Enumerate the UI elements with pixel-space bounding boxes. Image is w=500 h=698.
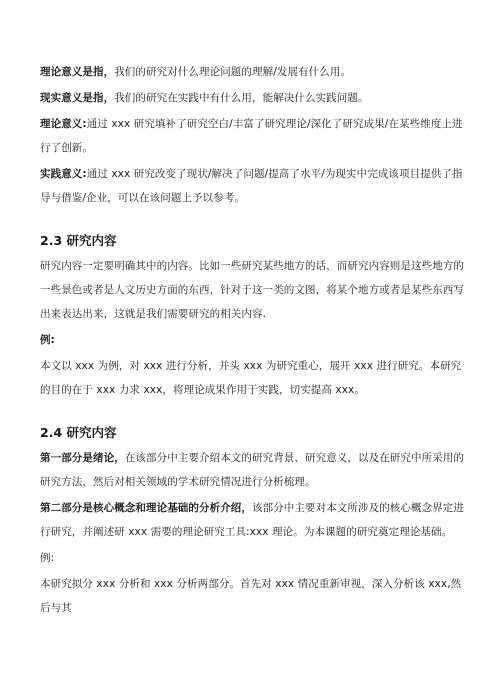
theory-meaning-example-label: 理论意义: [40,118,87,130]
section-2-4-example-paragraph: 本研究拟分 xxx 分析和 xxx 分析两部分。首先对 xxx 情况重新审视，深入分析该 xxx,然后与其 [40,578,462,614]
theory-meaning-example-text: 通过 xxx 研究填补了研究空白/丰富了研究理论/深化了研究成果/在某些维度上进行了创新。 [40,118,463,154]
part-two-paragraph [40,496,470,544]
part-two-text: 该部分中主要对本文所涉及的核心概念界定进行研究，并阐述研 xxx 需要的理论研究工具:xxx 理论。为本课题的研究奠定理论基础。 [40,502,464,538]
practical-meaning-example-label: 实践意义: [40,168,87,180]
practical-meaning-definition [40,86,470,110]
practical-meaning-example [40,162,470,210]
part-two-label: 第二部分是核心概念和理论基础的分析介绍， [40,502,252,514]
section-2-3-example-label [40,328,470,352]
part-one-label: 第一部分是绪论， [40,452,125,464]
theory-meaning-text: 我们的研究对什么理论问题的理解/发展有什么用。 [114,66,352,78]
part-one-text: 在该部分中主要介绍本文的研究背景、研究意义，以及在研究中所采用的研究方法，然后对相关领域的学术研究情况进行分析梳理。 [40,452,465,488]
section-2-3-heading: 2.3 研究内容 [40,233,117,248]
theory-meaning-label: 理论意义是指， [40,66,115,78]
document-page [40,60,470,620]
part-one-paragraph [40,446,470,494]
theory-meaning-definition [40,60,470,84]
section-2-3-paragraph: 研究内容一定要明确其中的内容。比如一些研究某些地方的话，而研究内容则是这些地方的一些景色或者是人文历史方面的东西，针对于这一类的文图，将某个地方或者是某些东西写出来表达出来，这就是我们需要研究的相关内容. [40,260,464,320]
example-label: 例: [40,334,55,346]
practical-meaning-example-text: 通过 xxx 研究改变了现状/解决了问题/提高了水平/为现实中完成该项目提供了指导与借鉴/企业，可以在该问题上予以参考。 [40,168,463,204]
section-2-4-heading: 2.4 研究内容 [40,425,117,440]
section-2-3-example-paragraph: 本文以 xxx 为例，对 xxx 进行分析，并头 xxx 为研究重心，展开 xxx 进行研究。本研究的目的在于 xxx 力求 xxx，将理论成果作用于实践，切实提高 xxx。 [40,360,462,396]
practical-meaning-text: 我们的研究在实践中有什么用，能解决什么实践问题。 [114,92,369,104]
section-2-4-example-label: 例: [40,552,55,564]
practical-meaning-label: 现实意义是指， [40,92,115,104]
theory-meaning-example [40,112,470,160]
